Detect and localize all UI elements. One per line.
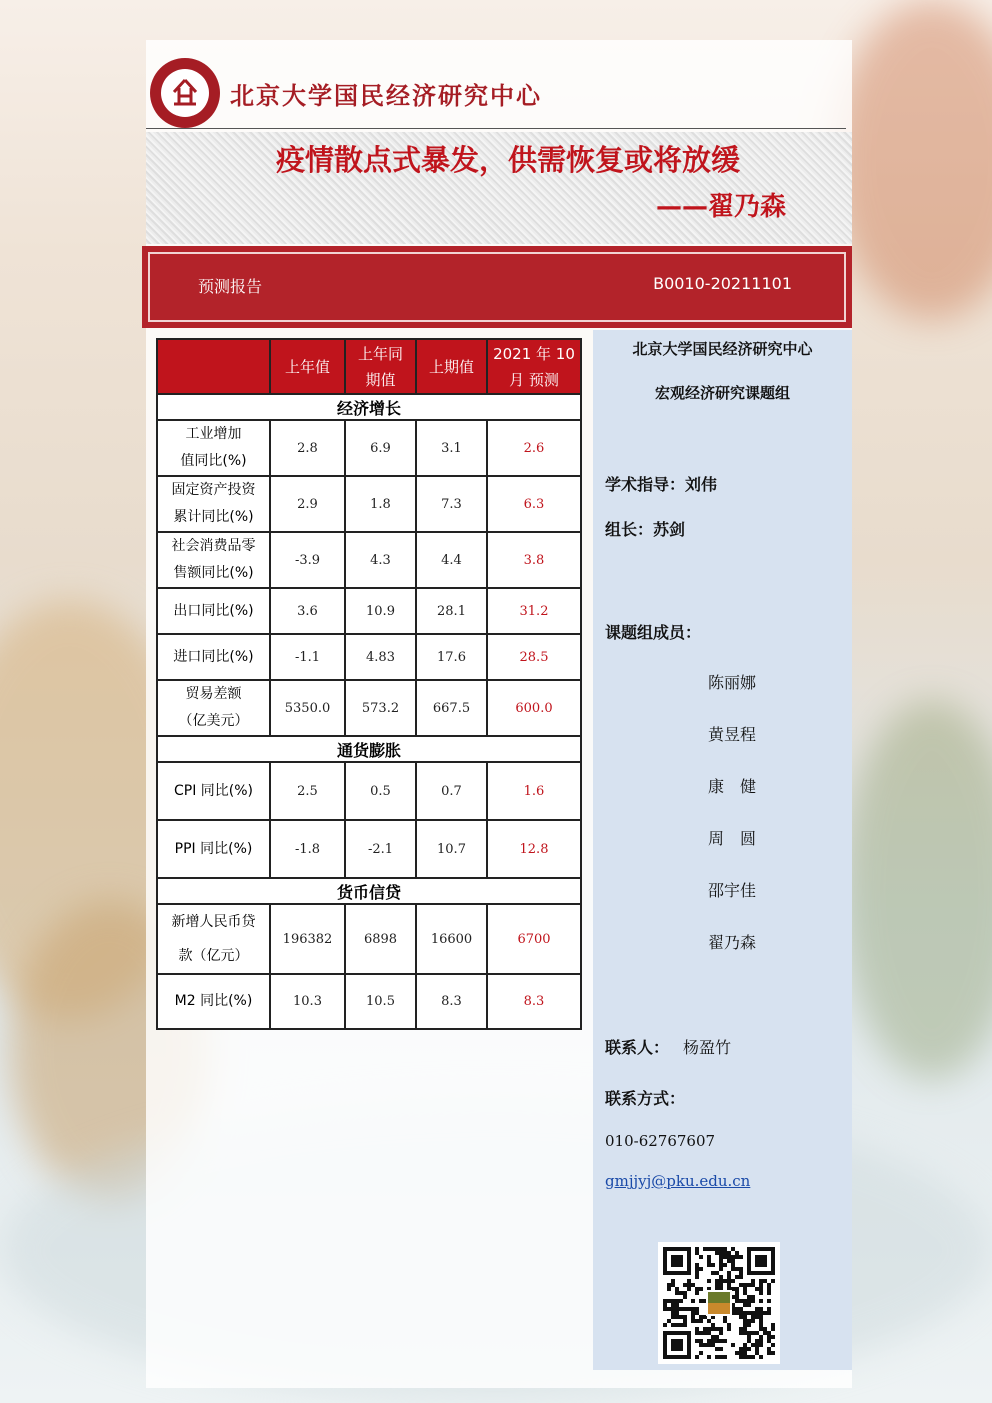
header-logo-row bbox=[150, 58, 542, 128]
table-row: 社会消费品零 售额同比(%) -3.9 4.3 4.4 3.8 bbox=[157, 532, 581, 588]
research-group-sidebar bbox=[593, 330, 852, 1370]
table-header-cell: 2021 年 10 月 预测 bbox=[487, 339, 581, 394]
contact-method-label: 联系方式： bbox=[605, 1089, 686, 1108]
contact-email-link[interactable]: gmjjyj@pku.edu.cn bbox=[605, 1172, 751, 1190]
report-author: ——翟乃森 bbox=[655, 192, 786, 222]
contact-person-line: 联系人： 杨盈竹 bbox=[605, 1038, 732, 1057]
university-seal-icon bbox=[150, 58, 220, 128]
table-header-cell: 上期值 bbox=[416, 339, 487, 394]
contact-phone: 010-62767607 bbox=[605, 1132, 716, 1150]
sidebar-group: 宏观经济研究课题组 bbox=[654, 384, 790, 402]
table-row: CPI 同比(%) 2.5 0.5 0.7 1.6 bbox=[157, 762, 581, 820]
table-row: 固定资产投资 累计同比(%) 2.9 1.8 7.3 6.3 bbox=[157, 476, 581, 532]
sidebar-org: 北京大学国民经济研究中心 bbox=[632, 340, 813, 358]
member-name: 邵宇佳 bbox=[708, 881, 757, 900]
table-header-cell: 上年值 bbox=[270, 339, 345, 394]
section-row: 经济增长 bbox=[157, 394, 581, 420]
table-header-blank bbox=[157, 339, 270, 394]
section-row: 货币信贷 bbox=[157, 878, 581, 904]
report-code: B0010-20211101 bbox=[653, 274, 792, 293]
table-row: 进口同比(%) -1.1 4.83 17.6 28.5 bbox=[157, 634, 581, 680]
member-name: 康 健 bbox=[708, 777, 757, 796]
table-row: 工业增加 值同比(%) 2.8 6.9 3.1 2.6 bbox=[157, 420, 581, 476]
org-name: 北京大学国民经济研究中心 bbox=[230, 80, 542, 110]
table-row: PPI 同比(%) -1.8 -2.1 10.7 12.8 bbox=[157, 820, 581, 878]
members-label: 课题组成员： bbox=[605, 623, 702, 642]
table-row: 出口同比(%) 3.6 10.9 28.1 31.2 bbox=[157, 588, 581, 634]
member-name: 翟乃森 bbox=[708, 933, 757, 952]
forecast-table bbox=[156, 338, 582, 1030]
report-title: 疫情散点式暴发，供需恢复或将放缓 bbox=[276, 143, 741, 177]
table-header-row bbox=[157, 339, 581, 394]
header-divider bbox=[146, 128, 846, 129]
member-name: 周 圆 bbox=[708, 829, 757, 848]
section-row: 通货膨胀 bbox=[157, 736, 581, 762]
leader-line: 组长：苏剑 bbox=[605, 520, 686, 539]
table-row: 新增人民币贷 款（亿元） 196382 6898 16600 6700 bbox=[157, 904, 581, 974]
member-name: 黄昱程 bbox=[708, 725, 757, 744]
report-banner bbox=[142, 246, 852, 328]
table-row: 贸易差额 （亿美元） 5350.0 573.2 667.5 600.0 bbox=[157, 680, 581, 736]
title-band bbox=[146, 132, 852, 244]
advisor-line: 学术指导：刘伟 bbox=[605, 475, 718, 494]
member-name: 陈丽娜 bbox=[708, 673, 757, 692]
table-header-cell: 上年同 期值 bbox=[345, 339, 416, 394]
report-type: 预测报告 bbox=[198, 277, 263, 296]
table-row: M2 同比(%) 10.3 10.5 8.3 8.3 bbox=[157, 974, 581, 1029]
qr-code-icon bbox=[658, 1242, 780, 1364]
